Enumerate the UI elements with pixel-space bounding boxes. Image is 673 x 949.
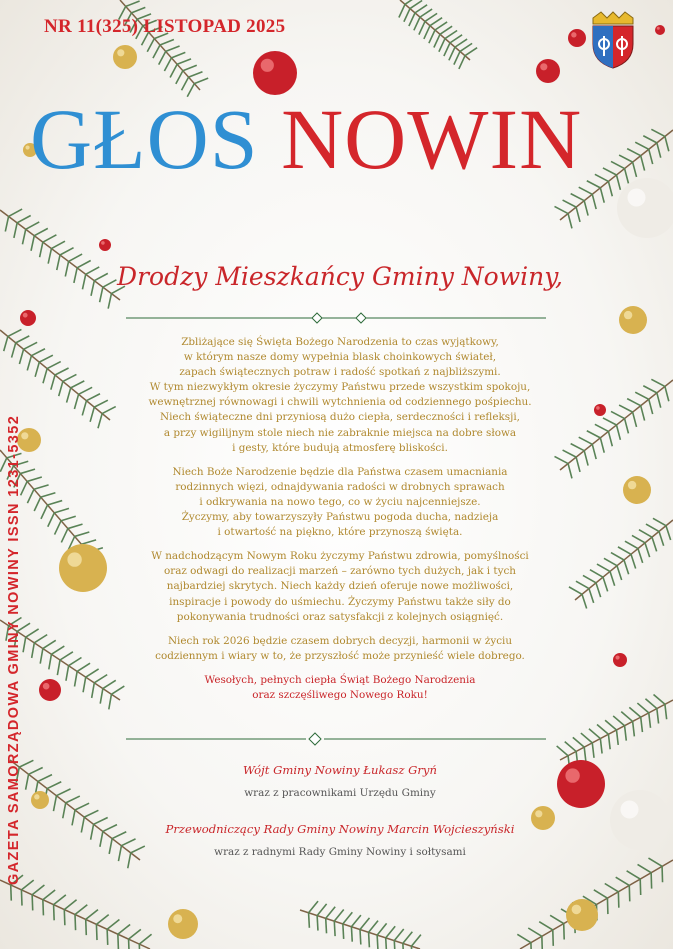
bauble-icon: [623, 476, 651, 504]
bauble-icon: [536, 59, 560, 83]
masthead-title: [30, 91, 583, 187]
bauble-icon: [253, 51, 297, 95]
letter-paragraph: Zbliżające się Święta Bożego Narodzenia to czas wyjątkowy, w którym nasze domy wypełnia blask choinkowych świateł, zapach świątecznych potraw i radość spotkań z najbliższymi. W tym niezwykłym okresie życzymy Państwu przede wszystkim spokoju, wewnętrznej równowagi i chwili wytchnienia od codziennego pośpiechu. Niech świąteczne dni przyniosą dużo ciepła, serdeczności i refleksji, a przy wigilijnym stole niech nie zabraknie miejsca na dobre słowa i gesty, które budują atmosferę bliskości.: [148, 336, 532, 454]
bauble-icon: [610, 790, 670, 850]
bauble-icon: [31, 791, 49, 809]
letter-paragraph: Niech rok 2026 będzie czasem dobrych decyzji, harmonii w życiu codziennym i wiary w to, że przyszłość może przynieść wiele dobrego.: [155, 634, 525, 662]
vertical-publication-info: GAZETA SAMORZĄDOWA GMINY NOWINY ISSN 1231-5352: [6, 414, 22, 885]
fir-branch-icon: [0, 875, 152, 949]
fir-branch-icon: [557, 694, 673, 770]
bauble-icon: [20, 310, 36, 326]
signature-name: Przewodniczący Rady Gminy Nowiny Marcin Wojcieszyński: [165, 822, 515, 836]
letter-paragraph: Niech Boże Narodzenie będzie dla Państwa czasem umacniania rodzinnych więzi, odnajdywania radości w drobnych sprawach i odkrywania na nowo tego, co w życiu najcenniejsze. Życzymy, aby towarzyszyły Państwu pogoda ducha, nadzieja i otwartość na piękno, które przynoszą święta.: [172, 465, 508, 539]
bauble-icon: [39, 679, 61, 701]
bauble-icon: [594, 404, 606, 416]
bottom-divider: [126, 732, 546, 746]
masthead-word-nowin: NOWIN: [281, 91, 583, 187]
bauble-icon: [59, 544, 107, 592]
bauble-icon: [99, 239, 111, 251]
fir-branch-icon: [0, 329, 116, 428]
bauble-icon: [613, 653, 627, 667]
masthead-word-glos: GŁOS: [30, 91, 259, 187]
bauble-icon: [617, 178, 673, 238]
coat-of-arms-icon: [589, 10, 637, 70]
signature-block-mayor: [110, 763, 570, 799]
fir-branch-icon: [399, 0, 477, 69]
signature-name: Wójt Gminy Nowiny Łukasz Gryń: [243, 763, 437, 777]
bauble-icon: [655, 25, 665, 35]
bauble-icon: [566, 899, 598, 931]
bauble-icon: [568, 29, 586, 47]
bauble-icon: [113, 45, 137, 69]
bauble-icon: [619, 306, 647, 334]
letter-body: [130, 335, 550, 712]
letter-paragraph: W nadchodzącym Nowym Roku życzymy Państwu zdrowia, pomyślności oraz odwagi do realizacji marzeń – zarówno tych dużych, jak i tych najbardziej skrytych. Niech każdy dzień oferuje nowe możliwości, inspiracje i powody do uśmiechu. Życzymy Państwu także siły do pokonywania trudności oraz satysfakcji z kolejnych osiągnięć.: [151, 550, 529, 623]
issue-number: NR 11(325) LISTOPAD 2025: [44, 16, 286, 37]
fir-branch-icon: [300, 901, 421, 949]
bauble-icon: [168, 909, 198, 939]
fir-branch-icon: [517, 858, 673, 949]
top-divider: [126, 311, 546, 325]
fir-branch-icon: [0, 209, 125, 309]
greeting-heading: Drodzy Mieszkańcy Gminy Nowiny,: [117, 262, 563, 291]
signature-block-council-chair: [110, 822, 570, 858]
holiday-wish: Wesołych, pełnych ciepła Świąt Bożego Narodzenia oraz szczęśliwego Nowego Roku!: [204, 673, 476, 701]
fir-branch-icon: [555, 379, 673, 478]
signature-subline: wraz z radnymi Rady Gminy Nowiny i sołtysami: [214, 846, 466, 858]
signature-subline: wraz z pracownikami Urzędu Gminy: [244, 787, 436, 799]
fir-branch-icon: [569, 518, 673, 608]
